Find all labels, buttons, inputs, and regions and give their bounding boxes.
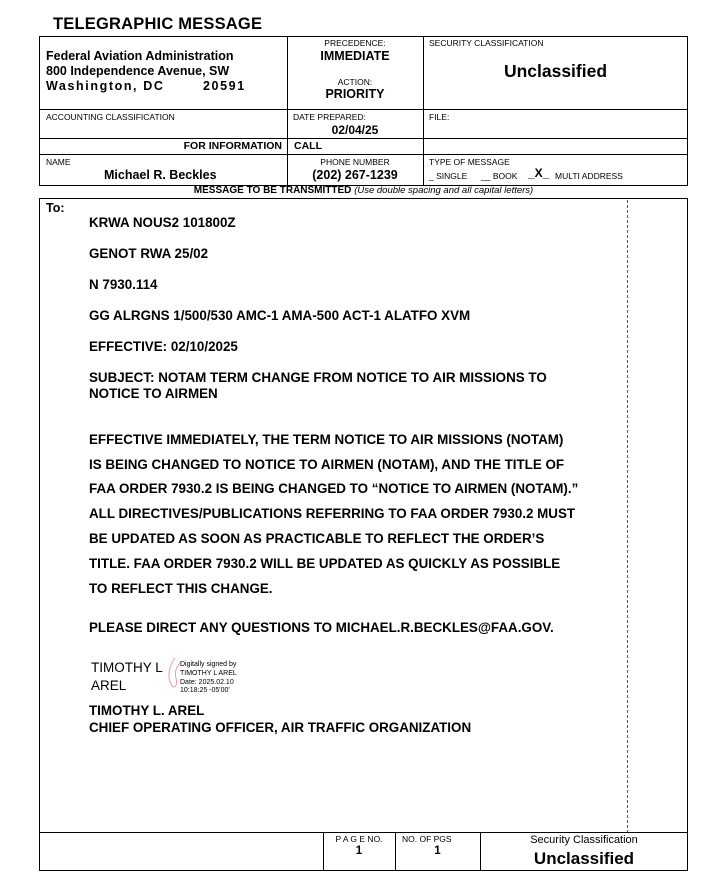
message-line: EFFECTIVE: 02/10/2025 xyxy=(89,339,238,354)
transmit-note: (Use double spacing and all capital letters) xyxy=(354,185,534,196)
paragraph-line: ALL DIRECTIVES/PUBLICATIONS REFERRING TO FAA ORDER 7930.2 MUST xyxy=(89,506,576,521)
sender-address: 800 Independence Avenue, SW xyxy=(46,64,230,78)
message-line: SUBJECT: NOTAM TERM CHANGE FROM NOTICE TO AIR MISSIONS TO xyxy=(89,370,547,385)
for-information-label: FOR INFORMATION xyxy=(183,140,282,152)
form-title: TELEGRAPHIC MESSAGE xyxy=(53,15,263,33)
accounting-label: ACCOUNTING CLASSIFICATION xyxy=(46,112,175,122)
paragraph-line: TO REFLECT THIS CHANGE. xyxy=(89,581,273,596)
transmit-caption xyxy=(39,185,688,196)
message-line: N 7930.114 xyxy=(89,277,158,292)
type-multi-mark: _X_ xyxy=(528,166,550,180)
signer-title: CHIEF OPERATING OFFICER, AIR TRAFFIC ORGANIZATION xyxy=(89,720,472,735)
type-single-option: _ SINGLE xyxy=(429,171,468,181)
signer-name: TIMOTHY L. AREL xyxy=(89,703,205,718)
digital-sign-line1: Digitally signed by xyxy=(180,661,237,668)
header-col-divider-2 xyxy=(423,36,424,154)
to-label: To: xyxy=(46,201,65,215)
call-label: CALL xyxy=(294,140,322,152)
precedence-value: IMMEDIATE xyxy=(320,49,390,63)
paragraph-line: TITLE. FAA ORDER 7930.2 WILL BE UPDATED AS QUICKLY AS POSSIBLE xyxy=(89,556,561,571)
sender-name: Federal Aviation Administration xyxy=(46,49,234,63)
paragraph-line: IS BEING CHANGED TO NOTICE TO AIRMEN (NOTAM), AND THE TITLE OF xyxy=(89,457,565,472)
type-label: TYPE OF MESSAGE xyxy=(429,157,510,167)
digital-sign-line3: Date: 2025.02.10 xyxy=(180,679,234,686)
phone-label: PHONE NUMBER xyxy=(320,157,390,167)
paragraph-line: FAA ORDER 7930.2 IS BEING CHANGED TO “NOTICE TO AIRMEN (NOTAM).” xyxy=(89,481,579,496)
paragraph-line: BE UPDATED AS SOON AS PRACTICABLE TO REFLECT THE ORDER’S xyxy=(89,531,545,546)
message-line: GG ALRGNS 1/500/530 AMC-1 AMA-500 ACT-1 ALATFO XVM xyxy=(89,308,471,323)
signature-name-line2: AREL xyxy=(91,678,127,693)
footer-security-label: Security Classification xyxy=(530,834,638,846)
footer-security-value: Unclassified xyxy=(533,849,635,868)
file-label: FILE: xyxy=(429,112,450,122)
header-divider-1 xyxy=(39,109,688,110)
digital-sign-line2: TIMOTHY L AREL xyxy=(180,670,237,677)
signature-name-line1: TIMOTHY L xyxy=(91,660,163,675)
sender-zip: 20591 xyxy=(203,79,246,93)
security-value: Unclassified xyxy=(503,61,608,81)
margin-dashed-line xyxy=(627,200,628,833)
pages-value: 1 xyxy=(434,845,441,857)
footer-divider xyxy=(39,832,688,833)
type-multi-option: MULTI ADDRESS xyxy=(555,171,623,181)
phone-value: (202) 267-1239 xyxy=(312,168,398,182)
header-divider-3 xyxy=(39,154,688,155)
page-no-value: 1 xyxy=(355,845,363,857)
type-book-option: __ BOOK xyxy=(481,171,518,181)
action-value: PRIORITY xyxy=(325,87,385,101)
contact-line: PLEASE DIRECT ANY QUESTIONS TO MICHAEL.R.BECKLES@FAA.GOV. xyxy=(89,620,554,635)
precedence-label: PRECEDENCE: xyxy=(324,38,386,48)
name-label: NAME xyxy=(46,157,71,167)
header-divider-2 xyxy=(39,138,688,139)
security-label: SECURITY CLASSIFICATION xyxy=(429,38,544,48)
digital-sign-line4: 10:18:25 -05'00' xyxy=(180,687,230,694)
message-line: KRWA NOUS2 101800Z xyxy=(89,215,236,230)
name-value: Michael R. Beckles xyxy=(104,168,217,182)
action-label: ACTION: xyxy=(337,77,373,87)
sender-city: Washington, DC xyxy=(46,79,165,93)
page-no-label: P A G E NO. xyxy=(335,834,383,844)
header-col-divider-3 xyxy=(423,154,424,186)
date-value: 02/04/25 xyxy=(331,123,379,137)
pages-label: NO. OF PGS xyxy=(402,834,452,844)
date-label: DATE PREPARED: xyxy=(293,112,366,122)
paragraph-line: EFFECTIVE IMMEDIATELY, THE TERM NOTICE TO AIR MISSIONS (NOTAM) xyxy=(89,432,564,447)
message-line: NOTICE TO AIRMEN xyxy=(89,386,218,401)
message-line: GENOT RWA 25/02 xyxy=(89,246,209,261)
transmit-label: MESSAGE TO BE TRANSMITTED xyxy=(193,185,352,196)
